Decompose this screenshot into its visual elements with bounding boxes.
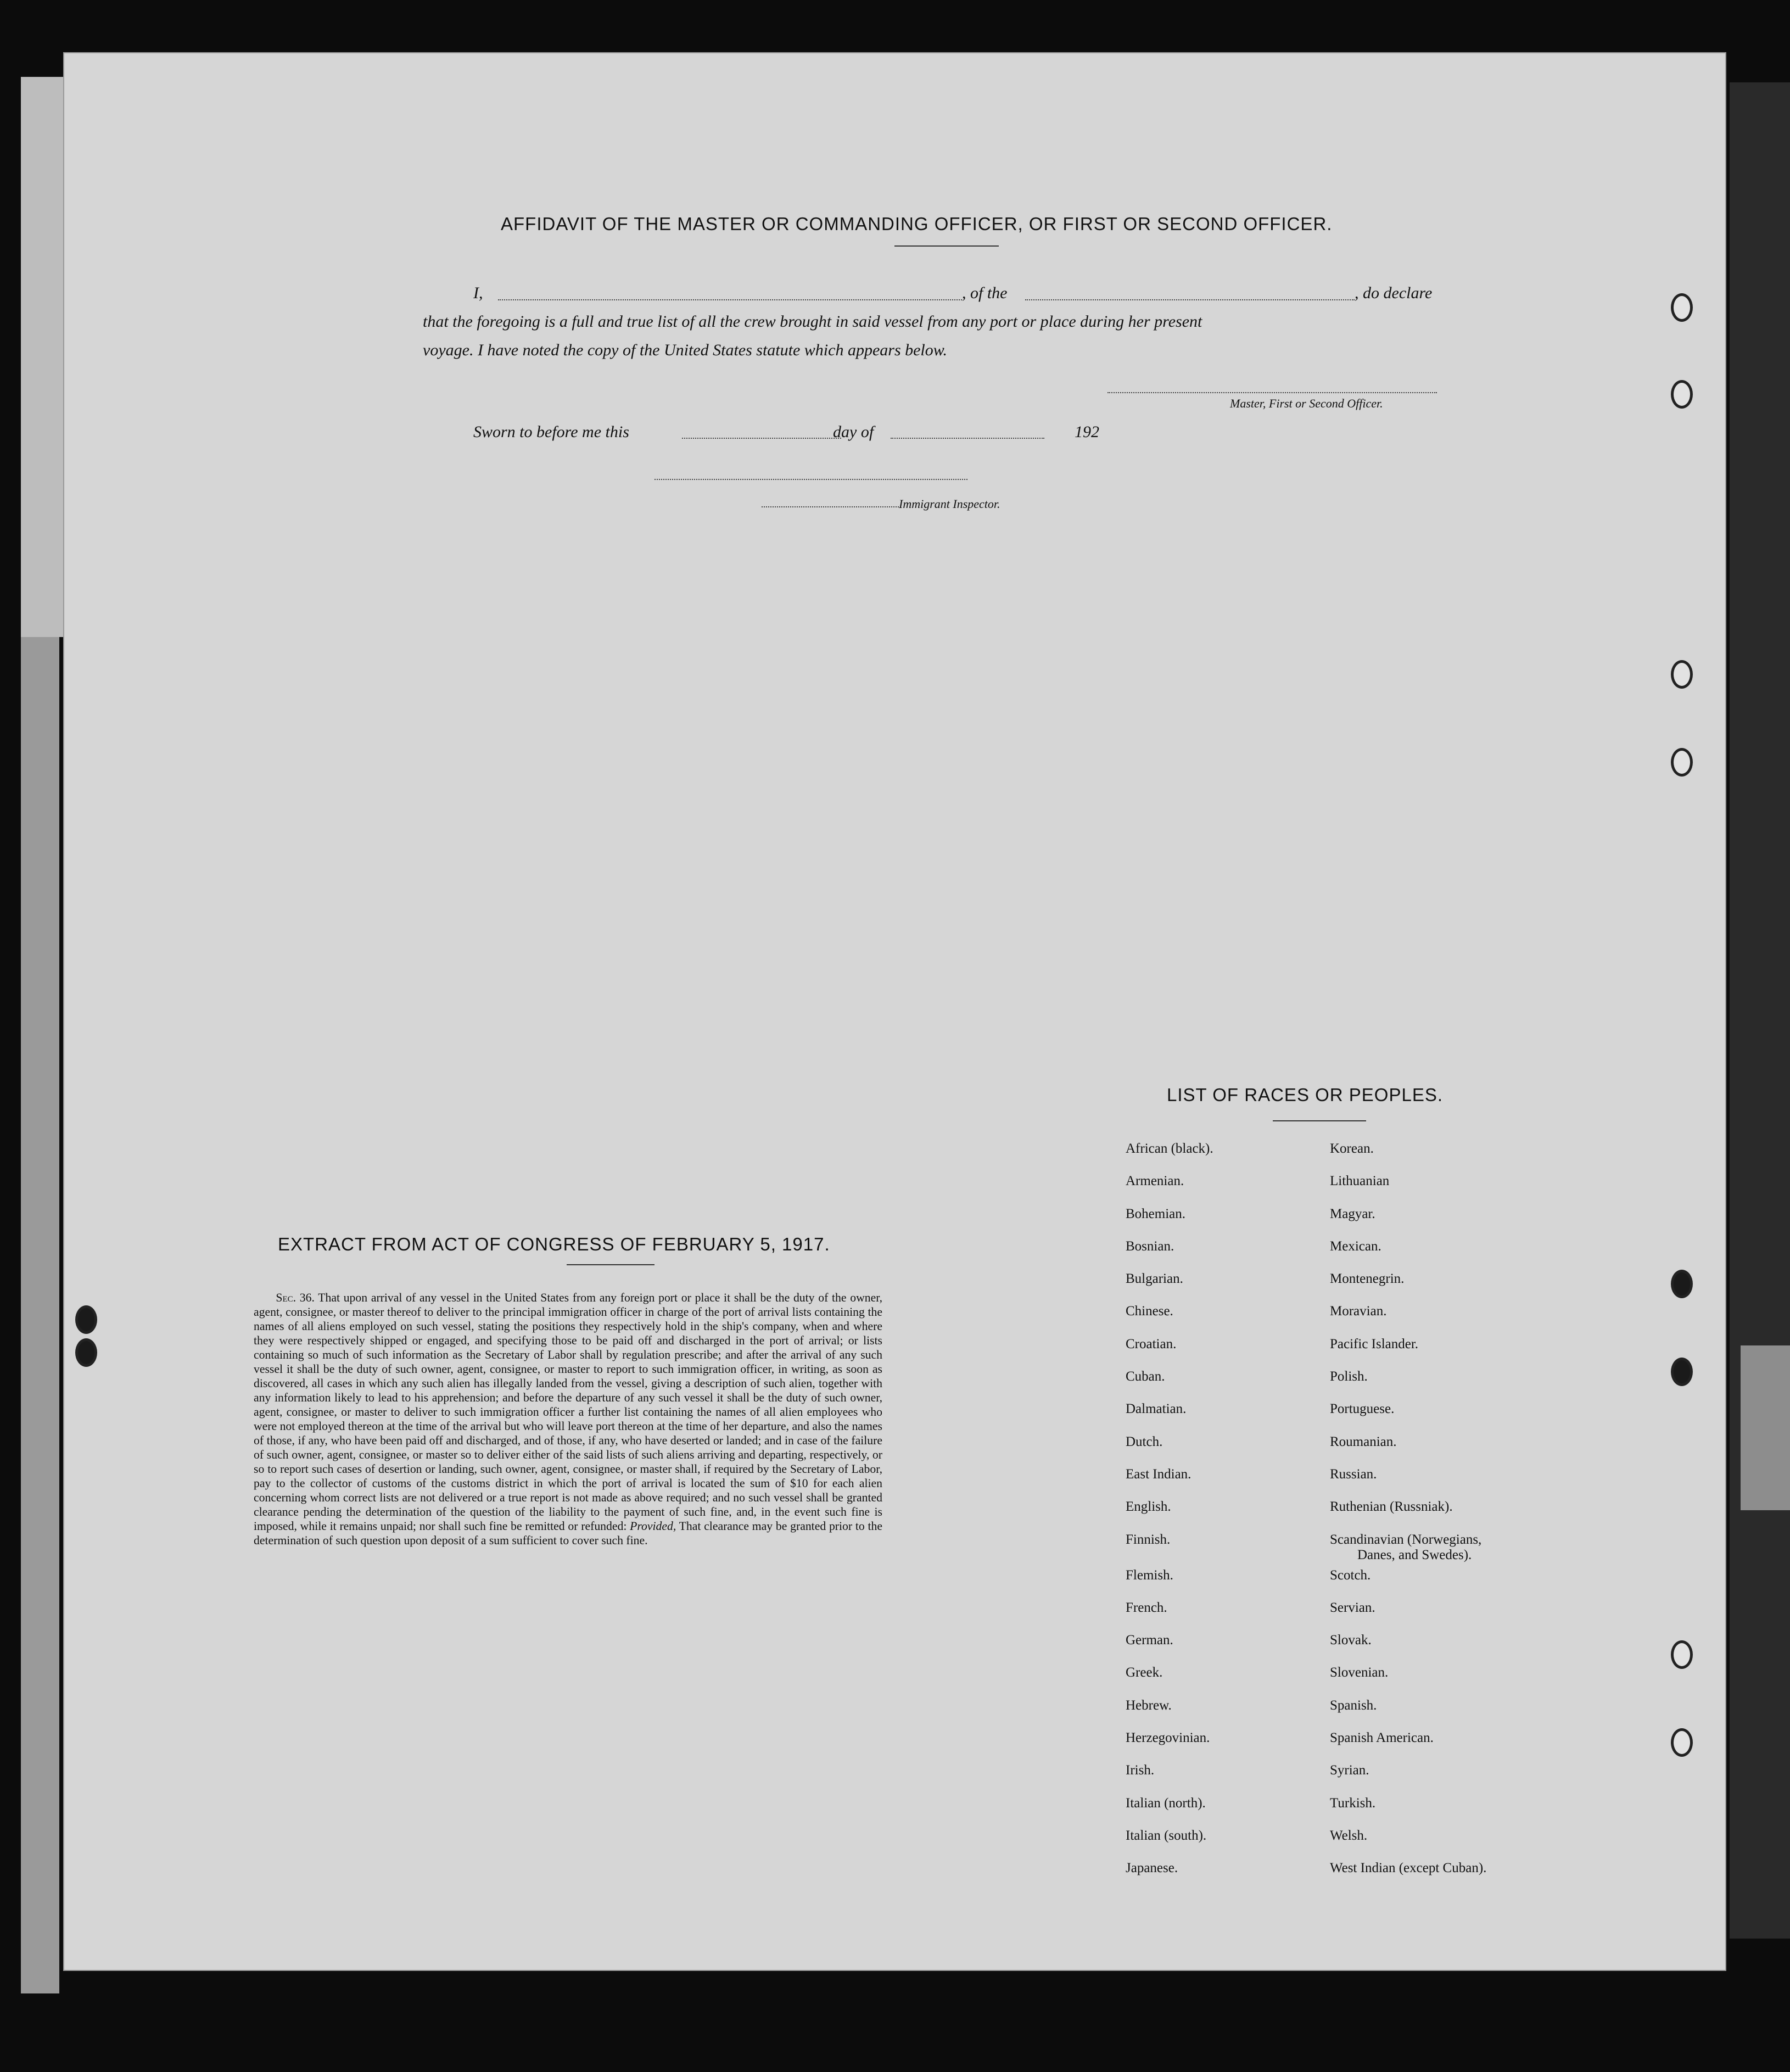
sworn-text: Sworn to before me this <box>473 423 629 441</box>
races-row <box>1126 1600 1537 1633</box>
race-right: Mexican. <box>1330 1238 1381 1254</box>
races-row <box>1126 1141 1537 1174</box>
race-right: Russian. <box>1330 1466 1377 1482</box>
race-right: Slovenian. <box>1330 1665 1389 1680</box>
race-right: Magyar. <box>1330 1206 1375 1221</box>
races-row <box>1126 1207 1537 1239</box>
race-right: Portuguese. <box>1330 1401 1395 1417</box>
inspector-label: Immigrant Inspector. <box>899 497 1000 511</box>
race-left: Italian (south). <box>1126 1828 1207 1843</box>
race-left: East Indian. <box>1126 1466 1192 1482</box>
affidavit-line1-mid: , of the <box>962 284 1008 302</box>
races-row <box>1126 1633 1537 1665</box>
races-row <box>1126 1499 1537 1532</box>
races-row <box>1126 1434 1537 1467</box>
sworn-day-of: day of <box>833 423 874 441</box>
punch-hole <box>1671 380 1693 409</box>
races-row <box>1126 1239 1537 1271</box>
race-left: African (black). <box>1126 1141 1213 1156</box>
race-right: Welsh. <box>1330 1828 1368 1843</box>
races-row <box>1126 1698 1537 1730</box>
section-label: Sec. 36. <box>276 1291 315 1304</box>
punch-hole <box>1671 1728 1693 1757</box>
signature-label: Master, First or Second Officer. <box>1230 396 1383 410</box>
race-right: Slovak. <box>1330 1633 1372 1648</box>
race-right: West Indian (except Cuban). <box>1330 1861 1487 1876</box>
races-row <box>1126 1861 1537 1893</box>
races-title: LIST OF RACES OR PEOPLES. <box>1167 1085 1444 1105</box>
extract-text-end: That clearance may be granted prior to the determination of such question upon deposit of a sum sufficient to cover such fine. <box>254 1520 883 1547</box>
race-right: Lithuanian <box>1330 1174 1390 1189</box>
races-row <box>1126 1174 1537 1206</box>
punch-hole <box>1671 748 1693 777</box>
races-row <box>1126 1467 1537 1499</box>
punch-hole <box>75 1338 97 1367</box>
race-left: Bohemian. <box>1126 1206 1186 1221</box>
sworn-year: 192 <box>1075 423 1099 441</box>
races-row <box>1126 1369 1537 1401</box>
race-right <box>1330 1532 1481 1563</box>
race-left: Irish. <box>1126 1763 1155 1778</box>
extract-title-rule <box>567 1264 655 1265</box>
race-right: Syrian. <box>1330 1763 1369 1778</box>
punch-hole <box>1671 660 1693 689</box>
race-right: Servian. <box>1330 1600 1375 1615</box>
race-right: Pacific Islander. <box>1330 1336 1419 1351</box>
races-row <box>1126 1568 1537 1600</box>
affidavit-line1-end: , do declare <box>1355 284 1433 302</box>
race-right: Roumanian. <box>1330 1434 1397 1449</box>
title-rule <box>894 245 999 247</box>
race-left: English. <box>1126 1499 1171 1515</box>
race-left: French. <box>1126 1600 1167 1615</box>
punch-hole <box>1671 1270 1693 1298</box>
race-right: Korean. <box>1330 1141 1374 1156</box>
race-right: Polish. <box>1330 1369 1368 1384</box>
race-left: Flemish. <box>1126 1567 1173 1583</box>
races-list <box>1126 1141 1537 1894</box>
affidavit-line1-start: I, <box>473 284 483 302</box>
races-title-rule <box>1273 1120 1366 1121</box>
race-left: Armenian. <box>1126 1174 1184 1189</box>
race-right: Montenegrin. <box>1330 1271 1405 1287</box>
name-blank-line <box>498 299 962 300</box>
affidavit-title: AFFIDAVIT OF THE MASTER OR COMMANDING OFFICER, OR FIRST OR SECOND OFFICER. <box>501 214 1333 234</box>
punch-hole <box>1671 1358 1693 1386</box>
inspector-line-short <box>762 506 899 507</box>
race-left: Bosnian. <box>1126 1238 1174 1254</box>
races-row <box>1126 1730 1537 1763</box>
race-right: Spanish. <box>1330 1697 1377 1713</box>
race-left: Hebrew. <box>1126 1697 1172 1713</box>
right-page-tab <box>1741 1345 1790 1510</box>
race-left: Italian (north). <box>1126 1795 1206 1811</box>
race-right: Spanish American. <box>1330 1730 1434 1746</box>
race-right-line2: Danes, and Swedes). <box>1357 1547 1472 1562</box>
punch-hole <box>1671 293 1693 322</box>
race-right: Moravian. <box>1330 1304 1387 1319</box>
provided-word: Provided, <box>630 1520 676 1533</box>
sworn-day-blank <box>682 438 841 439</box>
race-left: Japanese. <box>1126 1861 1178 1876</box>
race-left: Croatian. <box>1126 1336 1177 1351</box>
race-left: Cuban. <box>1126 1369 1165 1384</box>
races-row <box>1126 1532 1537 1568</box>
race-left: Bulgarian. <box>1126 1271 1183 1287</box>
races-row <box>1126 1763 1537 1795</box>
race-right-line1: Scandinavian (Norwegians, <box>1330 1532 1482 1547</box>
race-left: Dutch. <box>1126 1434 1163 1449</box>
race-right: Ruthenian (Russniak). <box>1330 1499 1453 1515</box>
extract-body <box>254 1291 882 1548</box>
extract-title: EXTRACT FROM ACT OF CONGRESS OF FEBRUARY 5, 1917. <box>278 1234 830 1254</box>
extract-text: That upon arrival of any vessel in the United States from any foreign port or place it shall be the duty of the owner, agent, consignee, or master thereof to deliver to the principal immigration officer in charge of the port of arrival lists containing the names of all aliens employed on such vessel, stating the positions they respectively hold in the ship's company, when and where they were respectively shipped or engaged, and specifying those to be paid off and discharged in the port of arrival; or lists containing so much of such information as the Secretary of Labor shall by regulation prescribe; and after the arrival of any such vessel it shall be the duty of such owner, agent, consignee, or master to report to such immigration officer, in writing, as soon as discovered, all cases in which any such alien has illegally landed from the vessel, giving a description of such alien, together with any information likely to lead to his apprehension; and before the departure of any such vessel it shall be the duty of such owner, agent, consignee, or master to deliver to such immigration officer a further list containing the names of all alien employees who were not employed thereon at the time of the arrival but who will leave port thereon at the time of her departure, and also the names of those, if any, who have been paid off and discharged, and of those, if any, who have deserted or landed; and in case of the failure of such owner, agent, consignee, or master so to deliver either of the said lists of such aliens arriving and departing, respectively, or so to report such cases of desertion or landing, such owner, agent, consignee, or master shall, if required by the Secretary of Labor, pay to the collector of customs of the customs district in which the port of arrival is located the sum of $10 for each alien concerning whom correct lists are not delivered or a true report is not made as above required; and no such vessel shall be granted clearance pending the determination of the question of the liability to the payment of such fine, and, in the event such fine is imposed, while it remains unpaid; nor shall such fine be remitted or refunded: <box>254 1291 883 1533</box>
race-left: Finnish. <box>1126 1532 1171 1547</box>
races-row <box>1126 1828 1537 1861</box>
races-row <box>1126 1665 1537 1697</box>
races-row <box>1126 1304 1537 1336</box>
races-row <box>1126 1401 1537 1434</box>
signature-line <box>1107 392 1437 393</box>
races-row <box>1126 1271 1537 1304</box>
affidavit-line3: voyage. I have noted the copy of the United States statute which appears below. <box>423 341 948 359</box>
race-right: Turkish. <box>1330 1795 1376 1811</box>
punch-hole <box>1671 1640 1693 1669</box>
right-page-edge <box>1730 82 1790 1939</box>
inspector-line <box>655 479 967 480</box>
race-left: Greek. <box>1126 1665 1163 1680</box>
affidavit-line2: that the foregoing is a full and true list of all the crew brought in said vessel from any port or place during her present <box>423 312 1202 331</box>
race-left: Chinese. <box>1126 1304 1173 1319</box>
underlying-page-edge <box>21 637 59 1993</box>
race-left: Herzegovinian. <box>1126 1730 1210 1746</box>
race-left: Dalmatian. <box>1126 1401 1187 1417</box>
race-right: Scotch. <box>1330 1567 1371 1583</box>
races-row <box>1126 1337 1537 1369</box>
punch-hole <box>75 1305 97 1334</box>
sworn-month-blank <box>891 438 1044 439</box>
race-left: German. <box>1126 1633 1173 1648</box>
vessel-blank-line <box>1025 299 1355 300</box>
races-row <box>1126 1796 1537 1828</box>
